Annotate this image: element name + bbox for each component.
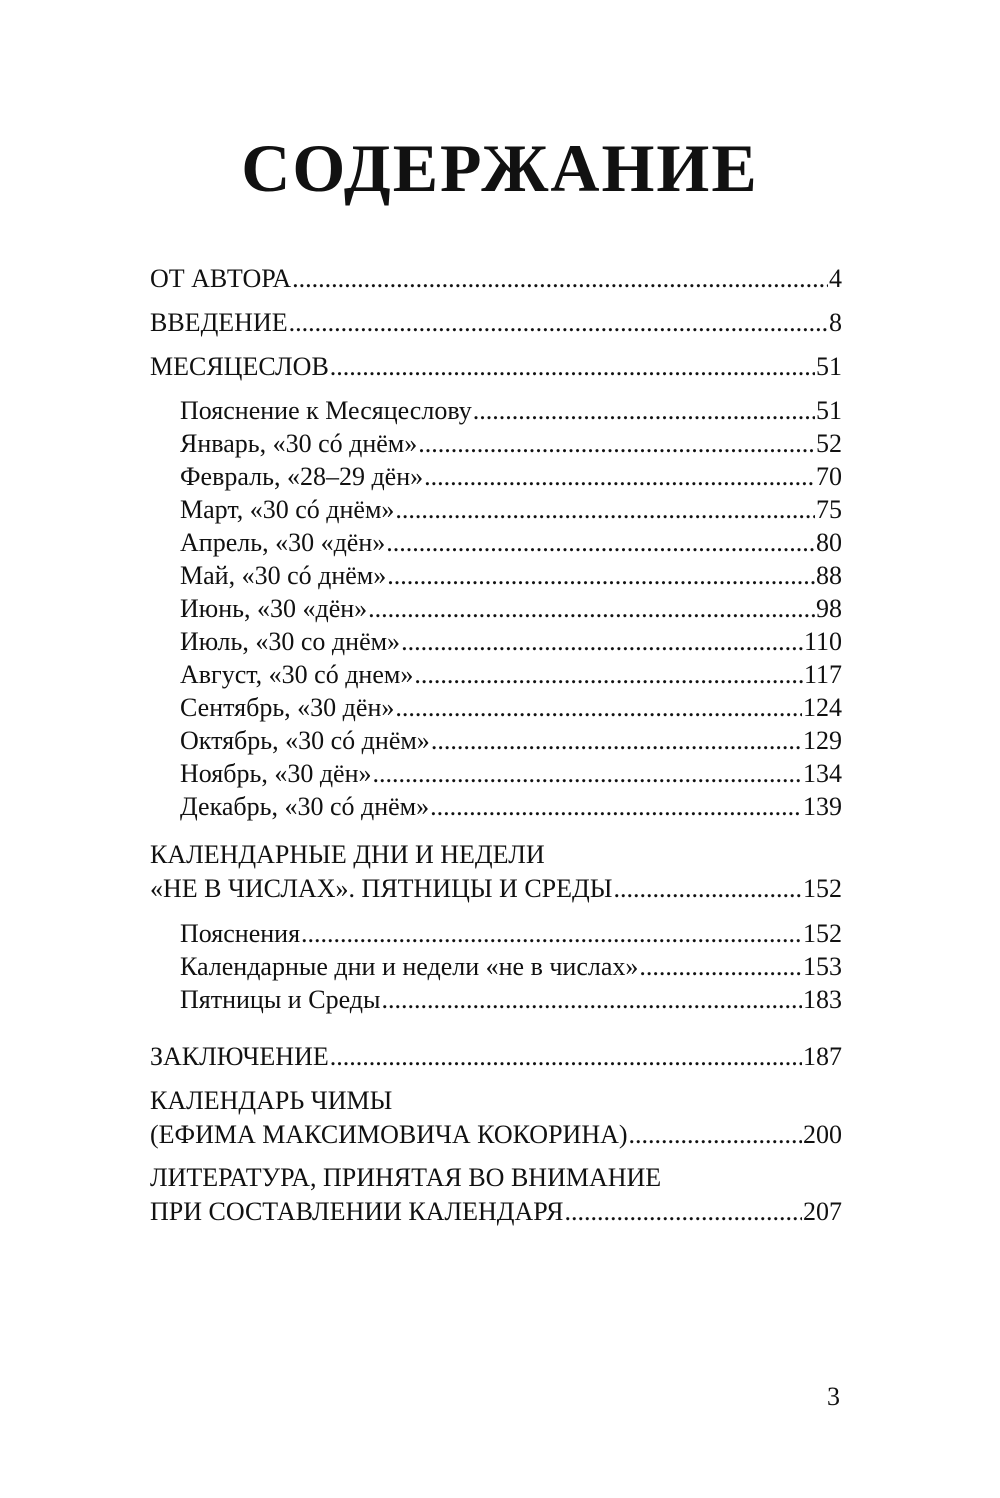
toc-entry-page: 51 — [816, 352, 842, 381]
dot-leader — [424, 460, 815, 494]
dot-leader — [330, 1040, 802, 1074]
toc-entry-label: Май, «30 có днём» — [180, 561, 387, 590]
toc-entry-page: 110 — [803, 627, 842, 656]
toc-entry-introduction — [150, 306, 842, 340]
toc-entry-page: 183 — [803, 985, 842, 1014]
toc-subentry — [180, 460, 842, 494]
toc-entry-chima-calendar — [150, 1084, 842, 1152]
toc-entry-label: ПРИ СОСТАВЛЕНИИ КАЛЕНДАРЯ — [150, 1197, 564, 1226]
toc-entry-label: «НЕ В ЧИСЛАХ». ПЯТНИЦЫ И СРЕДЫ — [150, 874, 613, 903]
toc-entry-label: Февраль, «28–29 дён» — [180, 462, 424, 491]
toc-subentry — [180, 757, 842, 791]
toc-entry-label: Июль, «30 со днём» — [180, 627, 401, 656]
toc-entry-label: Пояснение к Месяцеслову — [180, 396, 472, 425]
toc-entry-label: Январь, «30 có днём» — [180, 429, 418, 458]
toc-entry-page: 152 — [803, 919, 842, 948]
dot-leader — [373, 757, 802, 791]
toc-subentry — [180, 983, 842, 1017]
toc-entry-page: 70 — [816, 462, 842, 491]
dot-leader — [473, 394, 815, 428]
toc-entry-page: 4 — [829, 264, 842, 293]
toc-entry-label-line1: КАЛЕНДАРЬ ЧИМЫ — [150, 1086, 393, 1115]
dot-leader — [639, 950, 802, 984]
dot-leader — [395, 691, 802, 725]
page-title: СОДЕРЖАНИЕ — [241, 130, 759, 206]
dot-leader — [401, 625, 803, 659]
toc-entry-label: Октябрь, «30 có днём» — [180, 726, 430, 755]
dot-leader — [564, 1195, 802, 1229]
toc-entry-mesyatseslov — [150, 350, 842, 384]
toc-entry-page: 139 — [803, 792, 842, 821]
toc-entry-label: МЕСЯЦЕСЛОВ — [150, 352, 329, 381]
toc-entry-page: 51 — [816, 396, 842, 425]
toc-entry-label-line1: КАЛЕНДАРНЫЕ ДНИ И НЕДЕЛИ — [150, 840, 545, 869]
toc-entry-page: 124 — [803, 693, 842, 722]
toc-entry-page: 8 — [829, 308, 842, 337]
toc-subentry — [180, 592, 842, 626]
toc-subentry — [180, 724, 842, 758]
toc-subentry — [180, 950, 842, 984]
toc-entry-calendar-days — [150, 838, 842, 906]
dot-leader — [386, 526, 815, 560]
toc-subentry — [180, 493, 842, 527]
toc-entry-label-line1: ЛИТЕРАТУРА, ПРИНЯТАЯ ВО ВНИМАНИЕ — [150, 1163, 662, 1192]
dot-leader — [431, 724, 802, 758]
toc-entry-page: 52 — [816, 429, 842, 458]
dot-leader — [301, 917, 802, 951]
toc-subentry — [180, 625, 842, 659]
toc-subentry — [180, 427, 842, 461]
dot-leader — [368, 592, 815, 626]
toc-entry-label: Август, «30 có днем» — [180, 660, 414, 689]
toc-entry-label: (ЕФИМА МАКСИМОВИЧА КОКОРИНА) — [150, 1120, 628, 1149]
toc-subentry — [180, 790, 842, 824]
dot-leader — [292, 262, 828, 296]
toc-entry-page: 200 — [803, 1120, 842, 1149]
toc-entry-page: 153 — [803, 952, 842, 981]
toc-entry-label: Календарные дни и недели «не в числах» — [180, 952, 639, 981]
toc-entry-page: 187 — [803, 1042, 842, 1071]
toc-entry-label: Июнь, «30 «дён» — [180, 594, 368, 623]
toc-entry-label: ОТ АВТОРА — [150, 264, 292, 293]
toc-entry-page: 117 — [803, 660, 842, 689]
toc-entry-label: ВВЕДЕНИЕ — [150, 308, 288, 337]
dot-leader — [629, 1118, 802, 1152]
dot-leader — [430, 790, 802, 824]
toc-entry-label: ЗАКЛЮЧЕНИЕ — [150, 1042, 329, 1071]
dot-leader — [414, 658, 803, 692]
dot-leader — [395, 493, 815, 527]
toc-entry-conclusion — [150, 1040, 842, 1074]
toc-entry-label: Декабрь, «30 có днём» — [180, 792, 430, 821]
toc-subentry — [180, 917, 842, 951]
toc-subentry — [180, 559, 842, 593]
toc-entry-page: 152 — [803, 874, 842, 903]
dot-leader — [330, 350, 815, 384]
toc-entry-label: Пояснения — [180, 919, 301, 948]
dot-leader — [289, 306, 828, 340]
toc-entry-literature — [150, 1161, 842, 1229]
page-number: 3 — [827, 1382, 840, 1411]
toc-entry-label: Сентябрь, «30 дён» — [180, 693, 395, 722]
toc-entry-page: 88 — [816, 561, 842, 590]
toc-entry-page: 98 — [816, 594, 842, 623]
toc-entry-page: 75 — [816, 495, 842, 524]
toc-subentry — [180, 658, 842, 692]
toc-entry-page: 134 — [803, 759, 842, 788]
toc-entry-label: Ноябрь, «30 дён» — [180, 759, 372, 788]
dot-leader — [418, 427, 815, 461]
toc-entry-label: Апрель, «30 «дён» — [180, 528, 386, 557]
toc-entry-from-author — [150, 262, 842, 296]
dot-leader — [387, 559, 815, 593]
toc-subentry — [180, 526, 842, 560]
toc-entry-label: Март, «30 có днём» — [180, 495, 395, 524]
toc-entry-label: Пятницы и Среды — [180, 985, 381, 1014]
toc-subentry — [180, 691, 842, 725]
toc-entry-page: 207 — [803, 1197, 842, 1226]
dot-leader — [381, 983, 802, 1017]
toc-entry-page: 129 — [803, 726, 842, 755]
toc-entry-page: 80 — [816, 528, 842, 557]
toc-subentry — [180, 394, 842, 428]
dot-leader — [613, 872, 802, 906]
